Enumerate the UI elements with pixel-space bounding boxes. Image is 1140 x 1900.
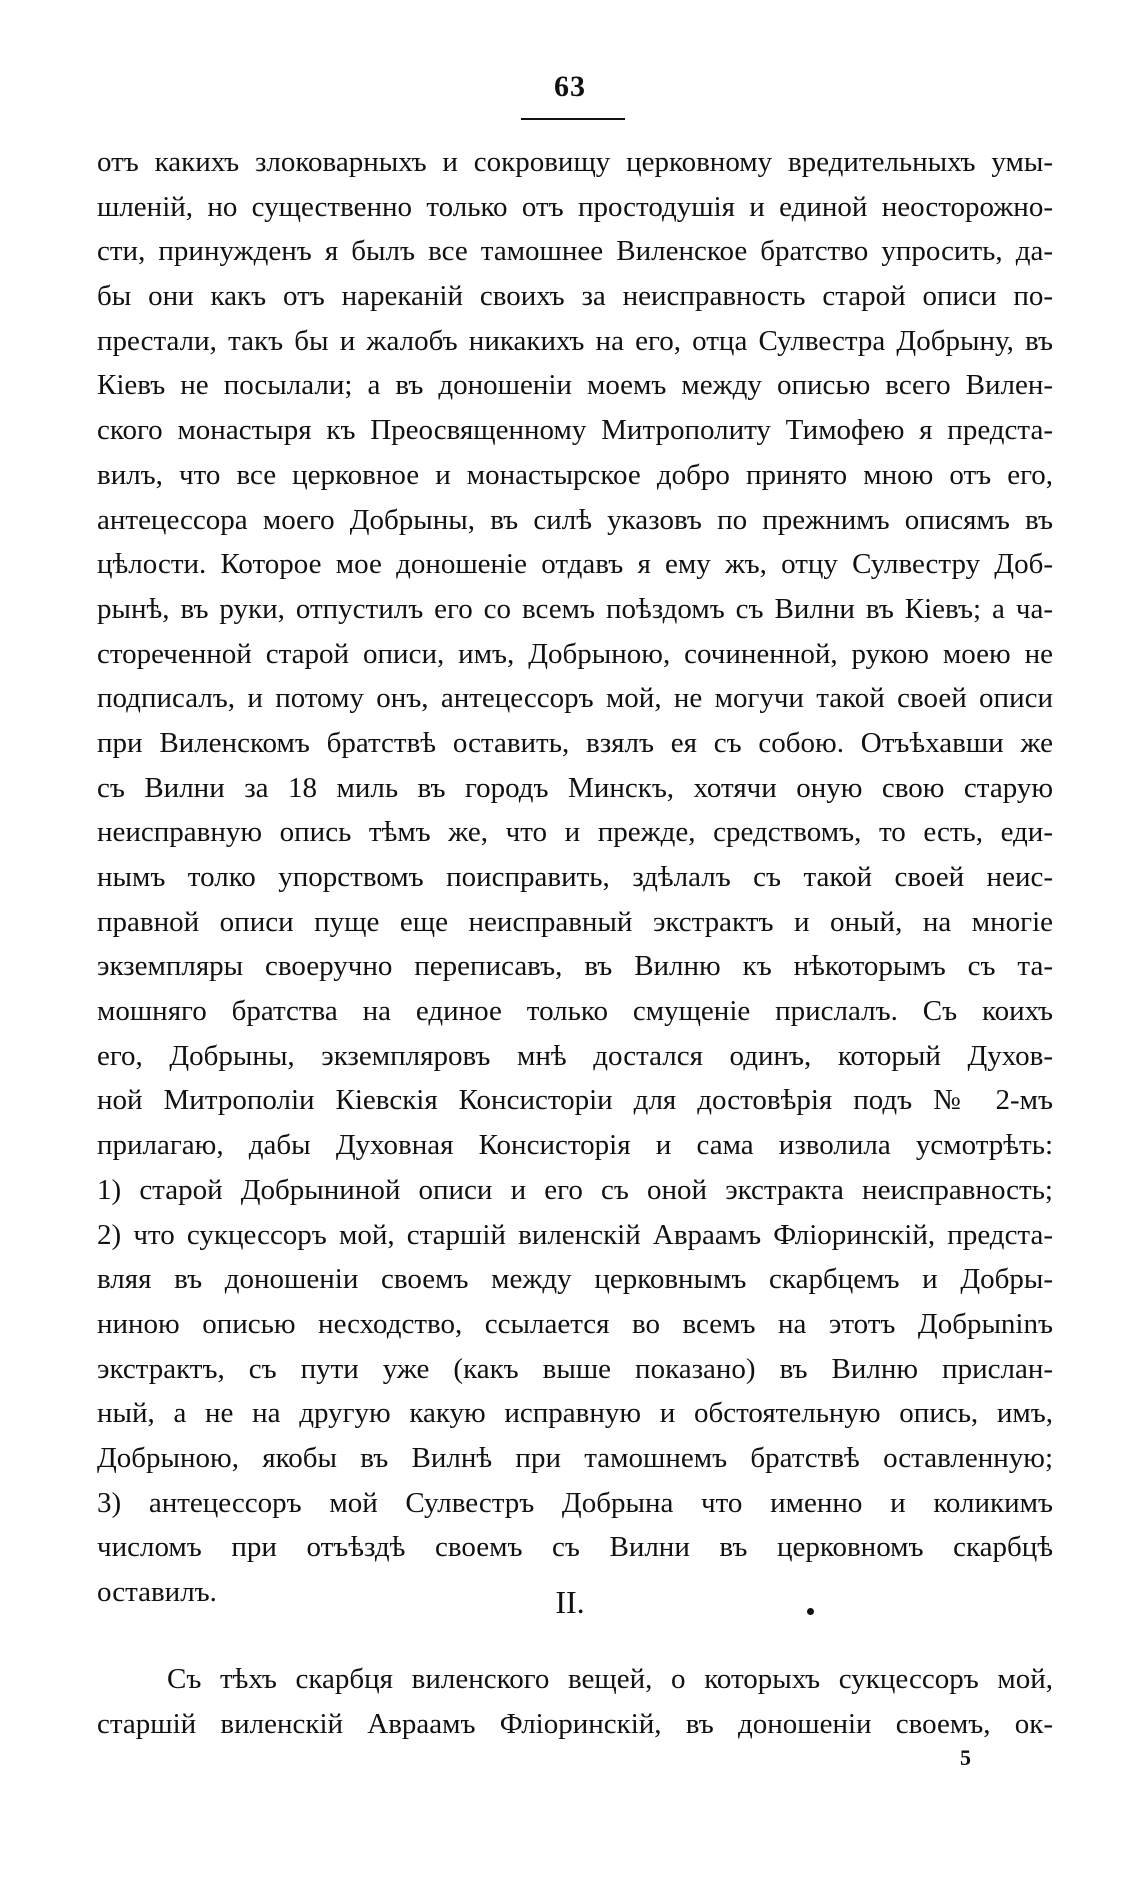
text-line: цѣлости. Которое мое доношеніе отдавъ я ему жъ, отцу Сулвестру Доб- [97,548,1053,581]
text-line: экстрактъ, съ пути уже (какъ выше показано) въ Вилню прислан- [97,1352,1053,1385]
text-line: оставилъ. [97,1576,217,1608]
text-line: ный, а не на другую какую исправную и обстоятельную опись, имъ, [97,1397,1053,1430]
text-line: Съ тѣхъ скарбця виленского вещей, о которыхъ сукцессоръ мой, [167,1663,1053,1695]
text-line: 1) старой Добрыниной описи и его съ оной экстракта неисправность; [97,1173,1053,1206]
paragraph-second [97,1657,1053,1746]
text-line: нымъ толко упорствомъ поисправить, здѣлалъ съ такой своей неис- [97,861,1053,893]
text-line: шленій, но существенно только отъ простодушія и единой неосторожно- [97,190,1053,223]
text-line: стореченной старой описи, имъ, Добрыною, сочиненной, рукою моею не [97,637,1053,670]
text-line: при Виленскомъ братствѣ оставить, взялъ ея съ собою. Отъѣхавши же [97,726,1053,759]
text-line: съ Вилни за 18 миль въ городъ Минскъ, хотячи оную свою старую [97,771,1053,804]
ink-speck [807,1608,814,1615]
signature-mark: 5 [960,1745,971,1770]
text-line: экземпляры своеручно переписавъ, въ Вилню къ нѣкоторымъ съ та- [97,950,1053,983]
text-line: престали, такъ бы и жалобъ никакихъ на его, отца Сулвестра Добрыну, въ [97,324,1053,357]
page-number-underline [521,118,625,120]
text-line: отъ какихъ злоковарныхъ и сокровищу церковному вредительныхъ умы- [97,146,1053,178]
text-line: старшій виленскій Авраамъ Фліоринскій, въ доношеніи своемъ, ок- [97,1707,1053,1740]
text-line: правной описи пуще еще неисправный экстрактъ и оный, на многіе [97,905,1053,938]
text-line: ниною описью несходство, ссылается во всемъ на этотъ Добрыninъ [97,1307,1053,1340]
text-line: прилагаю, дабы Духовная Консисторія и сама изволила усмотрѣть: [97,1129,1053,1162]
text-line: сти, принужденъ я былъ все тамошнее Виленское братство упросить, да- [97,235,1053,268]
section-heading: II. [555,1584,585,1620]
text-line: Добрыною, якобы въ Вилнѣ при тамошнемъ братствѣ оставленную; [97,1441,1053,1474]
text-line: его, Добрыны, экземпляровъ мнѣ достался одинъ, который Духов- [97,1039,1053,1072]
paragraph-main [97,140,1053,1615]
text-line: вляя въ доношеніи своемъ между церковнымъ скарбцемъ и Добры- [97,1263,1053,1296]
text-line: рынѣ, въ руки, отпустилъ его со всемъ поѣздомъ съ Вилни въ Кіевъ; а ча- [97,592,1053,625]
text-line: бы они какъ отъ нареканій своихъ за неисправность старой описи по- [97,280,1053,313]
page-number: 63 [554,70,586,103]
text-line: подписалъ, и потому онъ, антецессоръ мой, не могучи такой своей описи [97,682,1053,715]
text-line: числомъ при отъѣздѣ своемъ съ Вилни въ церковномъ скарбцѣ [97,1531,1053,1564]
text-line: ского монастыря къ Преосвященному Митрополиту Тимофею я предста- [97,414,1053,447]
text-line: ной Митрополіи Кіевскія Консисторіи для достовѣрія подъ № 2-мъ [97,1084,1053,1117]
text-line: мошняго братства на единое только смущеніе прислалъ. Съ коихъ [97,995,1053,1028]
text-line: 3) антецессоръ мой Сулвестръ Добрына что именно и коликимъ [97,1486,1053,1519]
text-line: 2) что сукцессоръ мой, старшій виленскій Авраамъ Фліоринскій, предста- [97,1218,1053,1251]
text-line: неисправную опись тѣмъ же, что и прежде, средствомъ, то есть, еди- [97,816,1053,849]
text-line: антецессора моего Добрыны, въ силѣ указовъ по прежнимъ описямъ въ [97,503,1053,536]
text-line: Кіевъ не посылали; а въ доношеніи моемъ между описью всего Вилен- [97,369,1053,402]
text-line: вилъ, что все церковное и монастырское добро принято мною отъ его, [97,458,1053,491]
